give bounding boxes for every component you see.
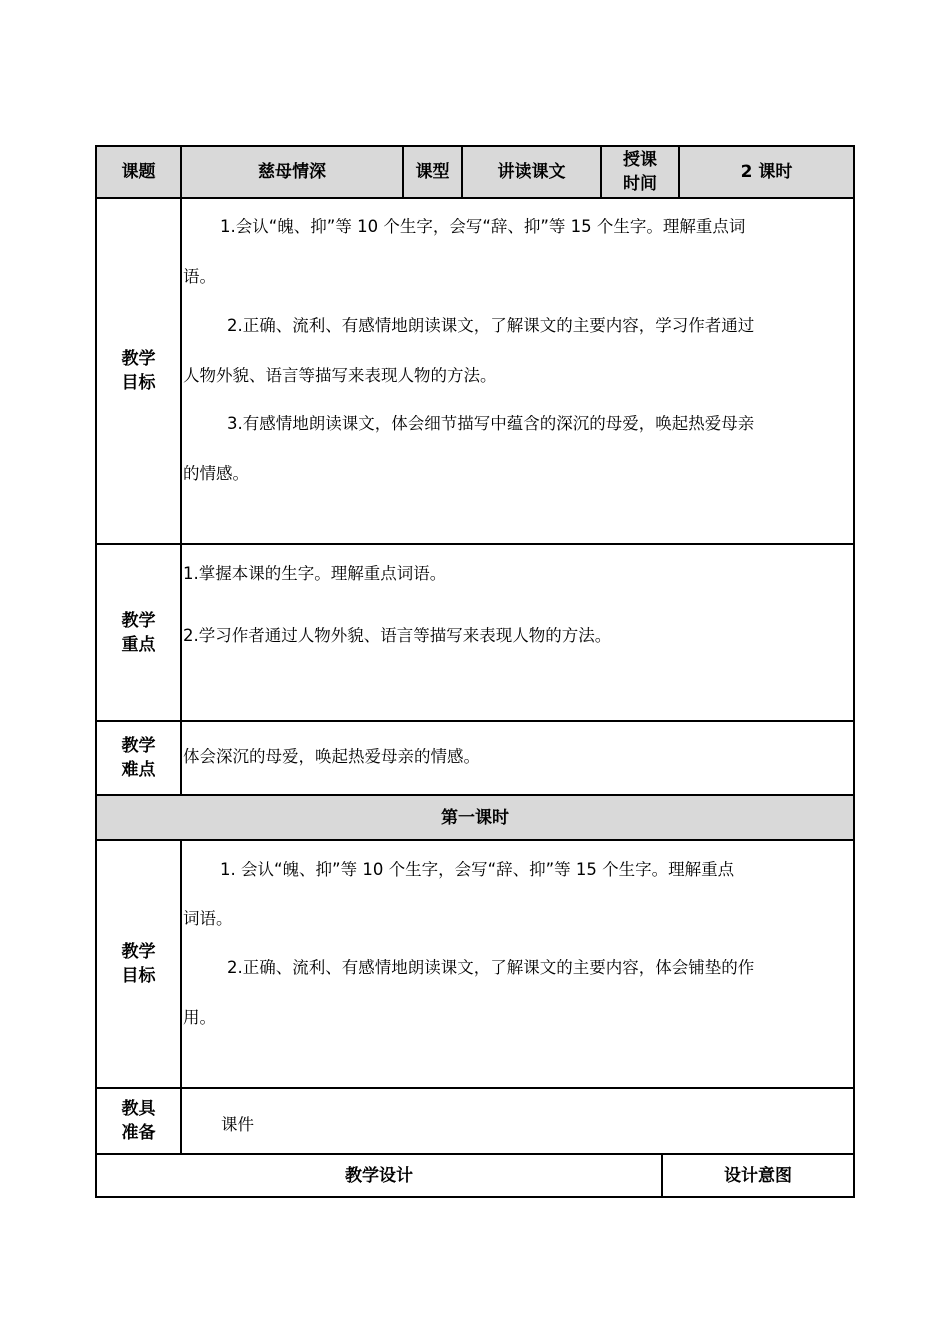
- topic-label: 课题: [121, 162, 156, 182]
- goals-line-3: 2.正确、流利、有感情地朗读课文，了解课文的主要内容，学习作者通过: [227, 316, 755, 335]
- first-lesson-title: 第一课时: [441, 807, 509, 828]
- row-divider: [95, 543, 855, 545]
- intent-label: 设计意图: [724, 1165, 792, 1186]
- lesson-goals-label-line-2: 目标: [121, 966, 156, 986]
- key-points-label-line-2: 重点: [121, 634, 156, 655]
- materials-label: [96, 1088, 181, 1154]
- row-divider: [95, 839, 855, 841]
- goals-line-1: 1.会认“魄、抑”等 10 个生字，会写“辞、抑”等 15 个生字。理解重点词: [220, 217, 746, 236]
- column-divider: [402, 145, 404, 198]
- lesson-goals-line-1: 1. 会认“魄、抑”等 10 个生字，会写“辞、抑”等 15 个生字。理解重点: [220, 860, 735, 879]
- time-label: [601, 146, 679, 198]
- hours-value: 2 课时: [740, 162, 793, 182]
- goals-label-line-2: 目标: [121, 373, 156, 393]
- goals-line-5: 3.有感情地朗读课文，体会细节描写中蕴含的深沉的母爱，唤起热爱母亲: [227, 414, 755, 433]
- key-points-line-1: 1.掌握本课的生字。理解重点词语。: [183, 564, 447, 583]
- column-divider: [661, 1153, 663, 1197]
- key-points-line-2: 2.学习作者通过人物外貌、语言等描写来表现人物的方法。: [183, 626, 612, 645]
- lesson-goals-line-3: 2.正确、流利、有感情地朗读课文，了解课文的主要内容，体会铺垫的作: [227, 958, 755, 977]
- row-divider: [95, 1087, 855, 1089]
- column-divider: [678, 145, 680, 198]
- materials-label-line-2: 准备: [121, 1123, 156, 1143]
- difficulties-label-line-1: 教学: [121, 736, 156, 756]
- table-border-left: [95, 145, 97, 1198]
- materials-text: 课件: [221, 1115, 254, 1134]
- goals-label-line-1: 教学: [121, 349, 156, 369]
- goals-line-6: 的情感。: [183, 464, 249, 483]
- difficulties-text: 体会深沉的母爱，唤起热爱母亲的情感。: [183, 747, 480, 766]
- type-label: 课型: [415, 162, 450, 182]
- lesson-goals-line-2: 词语。: [183, 909, 233, 928]
- row-divider: [95, 794, 855, 796]
- column-divider: [180, 145, 182, 795]
- column-divider: [461, 145, 463, 198]
- column-divider: [600, 145, 602, 198]
- column-divider: [180, 839, 182, 1155]
- table-border-top: [95, 145, 855, 147]
- goals-label: [96, 198, 181, 544]
- goals-line-4: 人物外貌、语言等描写来表现人物的方法。: [183, 366, 497, 385]
- design-label: 教学设计: [345, 1165, 413, 1186]
- row-divider: [95, 197, 855, 199]
- table-border-bottom: [95, 1196, 855, 1198]
- lesson-goals-line-4: 用。: [183, 1008, 216, 1027]
- lesson-goals-label: [96, 840, 181, 1088]
- materials-label-line-1: 教具: [121, 1099, 156, 1119]
- key-points-label-line-1: 教学: [121, 610, 156, 631]
- time-label-line-1: 授课: [623, 150, 657, 170]
- time-label-line-2: 时间: [623, 174, 657, 194]
- difficulties-label-line-2: 难点: [121, 760, 156, 780]
- table-border-right: [853, 145, 855, 1198]
- row-divider: [95, 1153, 855, 1155]
- key-points-label: [96, 544, 181, 721]
- row-divider: [95, 720, 855, 722]
- type-value: 讲读课文: [497, 162, 566, 182]
- lesson-goals-label-line-1: 教学: [121, 942, 156, 962]
- difficulties-label: [96, 721, 181, 795]
- goals-line-2: 语。: [183, 267, 216, 286]
- topic-value: 慈母情深: [258, 162, 326, 182]
